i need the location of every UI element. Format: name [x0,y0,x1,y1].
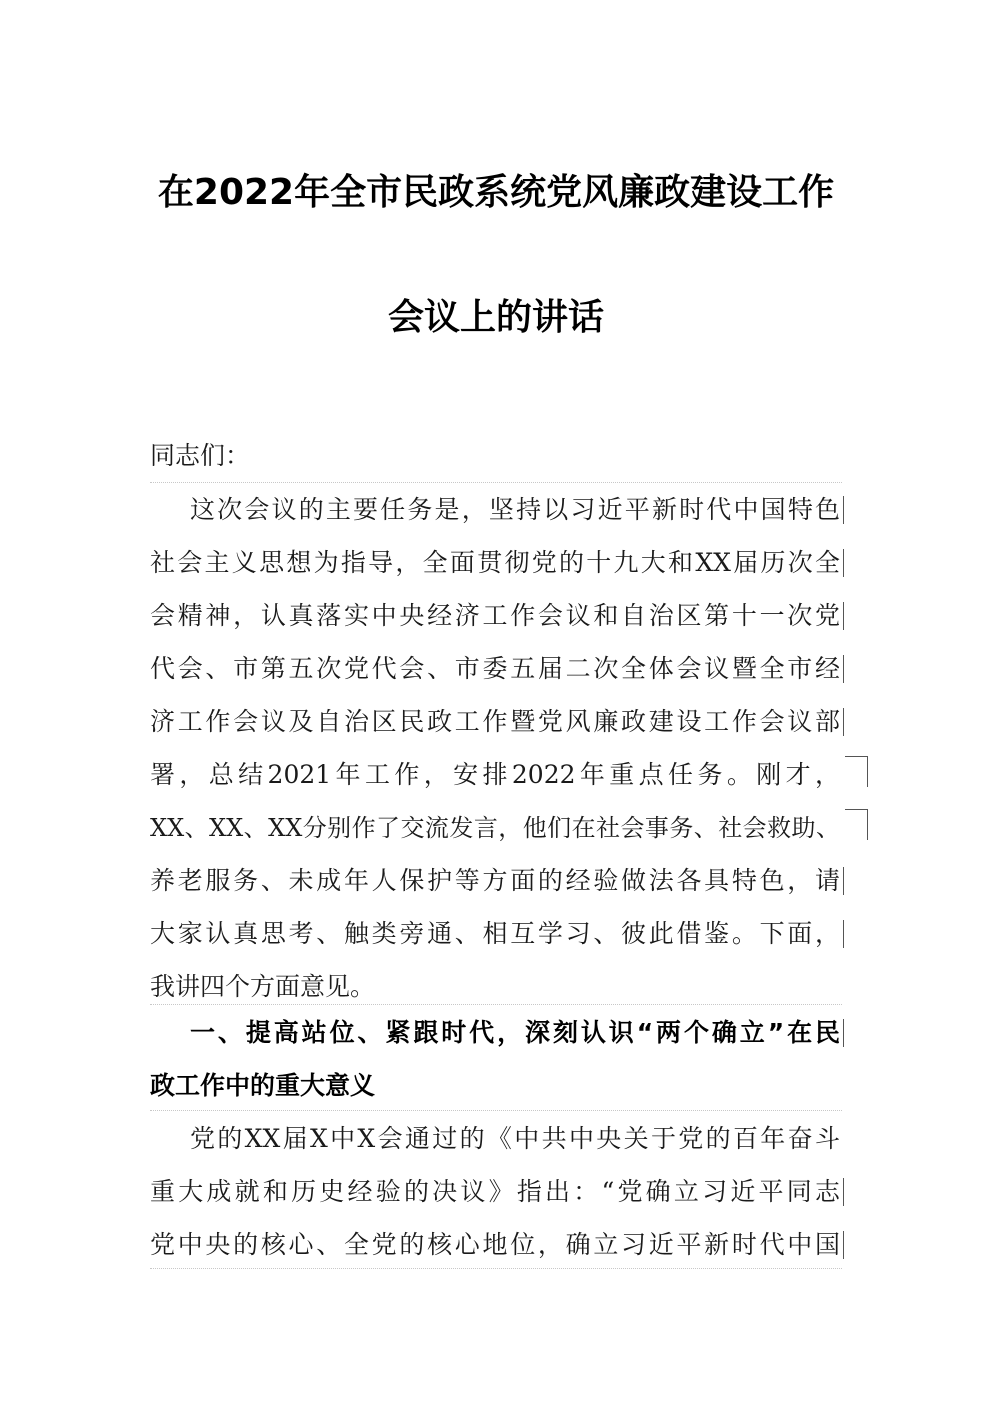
paragraph-1-line: 会精神，认真落实中央经济工作会议和自治区第十一次党 [150,601,840,630]
paragraph-boundary [150,1110,842,1111]
margin-marker [843,602,844,630]
salutation: 同志们： [150,441,251,470]
paragraph-2-line: 党的XX届X中X会通过的《中共中央关于党的百年奋斗 [190,1124,840,1153]
paragraph-2-line: 重大成就和历史经验的决议》指出：“党确立习近平同志 [150,1177,840,1206]
margin-marker [843,867,844,895]
paragraph-boundary [150,1268,842,1269]
paragraph-boundary [150,1004,842,1005]
paragraph-1-line: 署，总结2021年工作，安排2022年重点任务。刚才， [150,760,840,789]
paragraph-1-line: 代会、市第五次党代会、市委五届二次全体会议暨全市经 [150,654,840,683]
paragraph-2-line: 党中央的核心、全党的核心地位，确立习近平新时代中国 [150,1230,840,1259]
paragraph-1-line: 大家认真思考、触类旁通、相互学习、彼此借鉴。下面， [150,919,840,948]
paragraph-1-line: 养老服务、未成年人保护等方面的经验做法各具特色，请 [150,866,840,895]
paragraph-1-line: XX、XX、XX分别作了交流发言，他们在社会事务、社会救助、 [150,814,840,842]
margin-marker [843,1231,844,1259]
margin-marker [843,1178,844,1206]
section-heading-line: 政工作中的重大意义 [150,1071,376,1100]
document-title-line-2: 会议上的讲话 [387,297,604,338]
paragraph-1-line: 我讲四个方面意见。 [150,972,376,1001]
document-title-line-1: 在2022年全市民政系统党风廉政建设工作 [157,172,835,213]
section-heading-line: 一、提高站位、紧跟时代，深刻认识“两个确立”在民 [190,1018,840,1047]
margin-marker [845,756,868,787]
margin-marker [843,655,844,683]
margin-marker [845,809,868,840]
paragraph-boundary [150,482,842,483]
margin-marker [843,496,844,524]
margin-marker [843,708,844,736]
margin-marker [843,920,844,948]
margin-marker [843,1019,844,1047]
paragraph-1-line: 这次会议的主要任务是，坚持以习近平新时代中国特色 [190,495,840,524]
paragraph-1-line: 济工作会议及自治区民政工作暨党风廉政建设工作会议部 [150,707,840,736]
margin-marker [843,549,844,577]
paragraph-1-line: 社会主义思想为指导，全面贯彻党的十九大和XX届历次全 [150,548,840,577]
